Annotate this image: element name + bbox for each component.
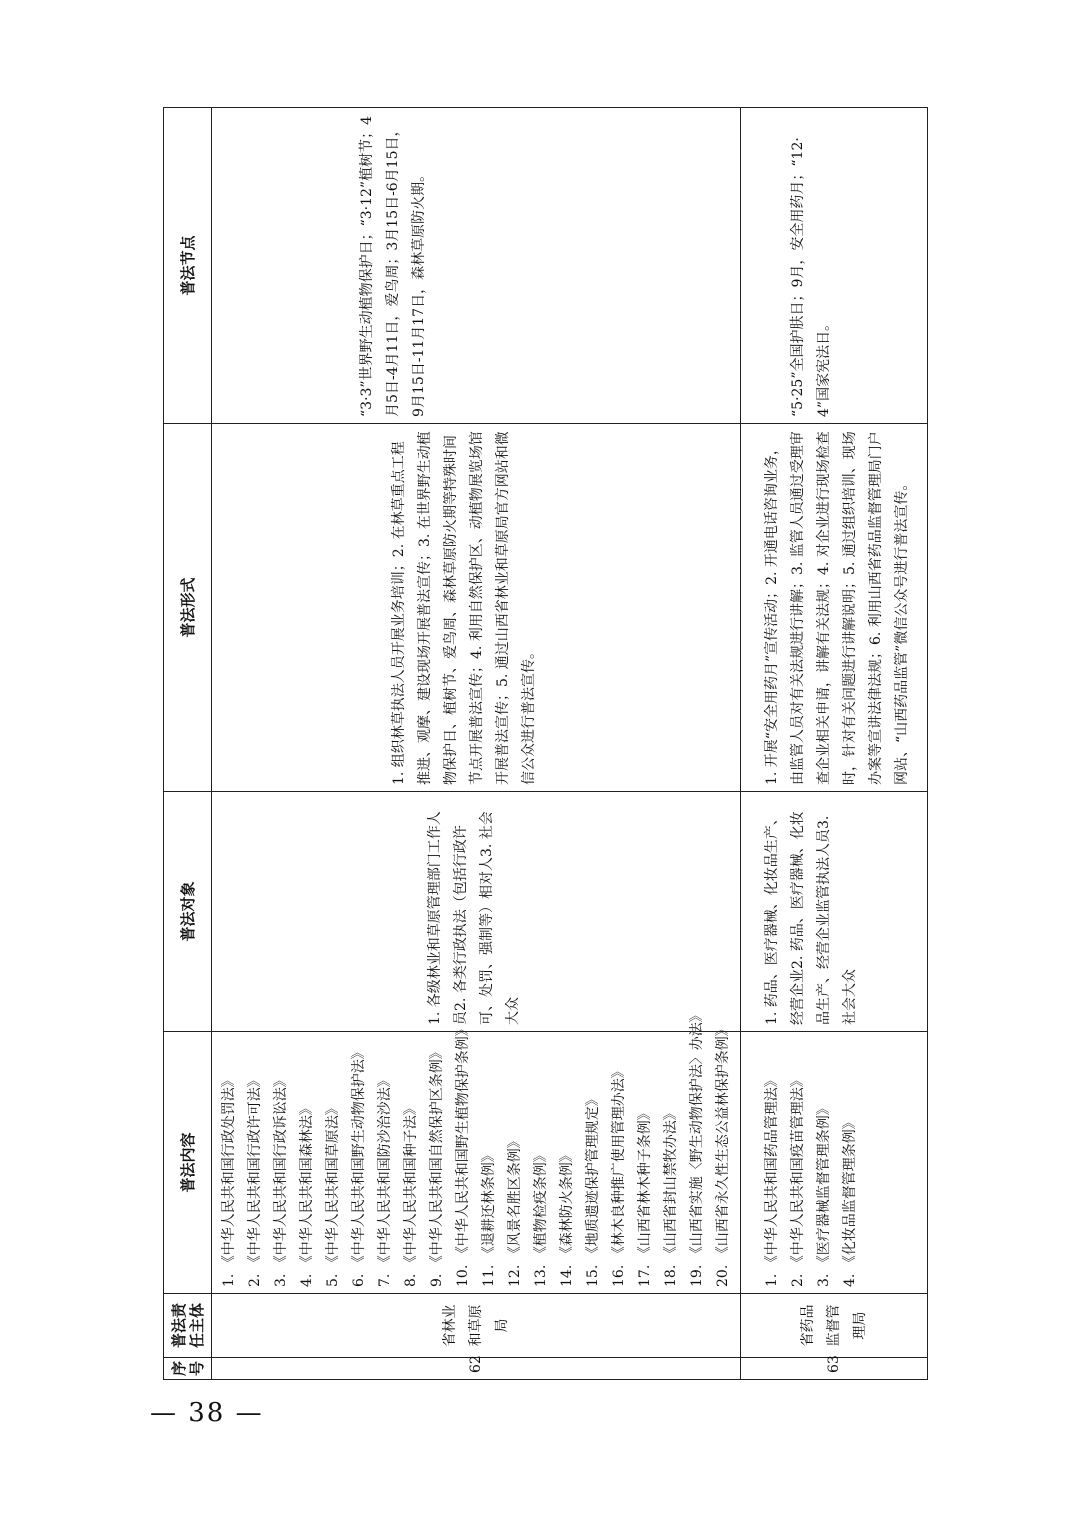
law-item: 6. 《中华人民共和国野生动物保护法》 xyxy=(351,1045,367,1287)
row-form: 1. 组织林草执法人员开展业务培训；2. 在林草重点工程推进、观摩、建设现场开展普法宣传；3. 在世界野生动植物保护日、植树节、爱鸟周、森林草原防火期等特殊时间节点开展普法宣传；4. 利用自然保护区、动植物展览场馆开展普法宣传；5. 通过山西省林业和草原局官方网站和微信公众进行普法宣传。 xyxy=(212,424,741,792)
row-subject: 省药品监督管理局 xyxy=(741,1294,928,1358)
row-target: 1. 各级林业和草原管理部门工作人员2. 各类行政执法（包括行政许可、处罚、强制等）相对人3. 社会大众 xyxy=(212,792,741,1032)
law-item: 3. 《中华人民共和国行政诉讼法》 xyxy=(273,1073,289,1287)
row-seq: 63 xyxy=(741,1358,928,1380)
law-item: 8. 《中华人民共和国种子法》 xyxy=(403,1101,419,1287)
page-number: — 38 — xyxy=(150,1398,264,1428)
law-item: 14. 《森林防火条例》 xyxy=(559,1148,575,1287)
law-item: 16. 《林木良种推广使用管理办法》 xyxy=(611,1064,627,1287)
header-content: 普法内容 xyxy=(164,1032,212,1294)
law-education-table xyxy=(163,107,928,1380)
row-subject: 省林业和草原局 xyxy=(212,1294,741,1358)
header-seq: 序号 xyxy=(164,1358,212,1380)
law-item: 18. 《山西省封山禁牧办法》 xyxy=(663,1106,679,1287)
law-item: 2. 《中华人民共和国行政许可法》 xyxy=(247,1073,263,1287)
row-content xyxy=(212,1008,741,1294)
header-target: 普法对象 xyxy=(164,792,212,1032)
law-item: 15. 《地质遗迹保护管理规定》 xyxy=(585,1092,601,1287)
law-item: 12. 《风景名胜区条例》 xyxy=(507,1134,523,1287)
table-row xyxy=(741,108,928,1380)
law-item: 2. 《中华人民共和国疫苗管理法》 xyxy=(790,1073,806,1287)
table-header-row xyxy=(164,108,212,1380)
law-item: 11. 《退耕还林条例》 xyxy=(481,1148,497,1287)
law-item: 7. 《中华人民共和国防沙治沙法》 xyxy=(377,1073,393,1287)
law-item: 17. 《山西省林木种子条例》 xyxy=(637,1106,653,1287)
row-festival: “3·3”世界野生动植物保护日；“3·12”植树节；4月5日-4月11日，爱鸟周；3月15日-6月15日，9月15日-11月17日，森林草原防火期。 xyxy=(212,108,741,424)
row-festival: “5·25”全国护肤日；9月，安全用药月；“12·4”国家宪法日。 xyxy=(741,108,928,424)
table-row xyxy=(212,108,741,1380)
row-target: 1. 药品、医疗器械、化妆品生产、经营企业2. 药品、医疗器械、化妆品生产、经营企业监管执法人员3. 社会大众 xyxy=(741,792,928,1032)
law-item: 3. 《医疗器械监督管理条例》 xyxy=(816,1101,832,1287)
law-item: 4. 《化妆品监督管理条例》 xyxy=(842,1115,858,1287)
header-festival: 普法节点 xyxy=(164,108,212,424)
law-item: 13. 《植物检疫条例》 xyxy=(533,1148,549,1287)
row-form: 1. 开展“安全用药月”宣传活动；2. 开通电话咨询业务，由监管人员对有关法规进行讲解；3. 监管人员通过受理审查企业相关申请，讲解有关法规；4. 对企业进行现场检查时，针对有关问题进行讲解说明；5. 通过组织培训、现场办案等宣讲法律法规；6. 利用山西省药品监督管理局门户网站、“山西药品监管”微信公众号进行普法宣传。 xyxy=(741,424,928,792)
row-seq: 62 xyxy=(212,1358,741,1380)
law-item: 5. 《中华人民共和国草原法》 xyxy=(325,1101,341,1287)
law-item: 1. 《中华人民共和国药品管理法》 xyxy=(764,1073,780,1287)
law-item: 10. 《中华人民共和国野生植物保护条例》 xyxy=(455,1022,471,1287)
law-item: 20. 《山西省永久性生态公益林保护条例》 xyxy=(715,1022,731,1287)
law-item: 19. 《山西省实施〈野生动物保护法〉办法》 xyxy=(689,1008,705,1287)
law-item: 9. 《中华人民共和国自然保护区条例》 xyxy=(429,1045,445,1287)
law-item: 1. 《中华人民共和国行政处罚法》 xyxy=(221,1073,237,1287)
header-subject: 普法责任主体 xyxy=(164,1294,212,1358)
row-content xyxy=(741,1032,928,1294)
header-form: 普法形式 xyxy=(164,424,212,792)
law-item: 4. 《中华人民共和国森林法》 xyxy=(299,1101,315,1287)
rotated-table-container xyxy=(163,108,915,1380)
